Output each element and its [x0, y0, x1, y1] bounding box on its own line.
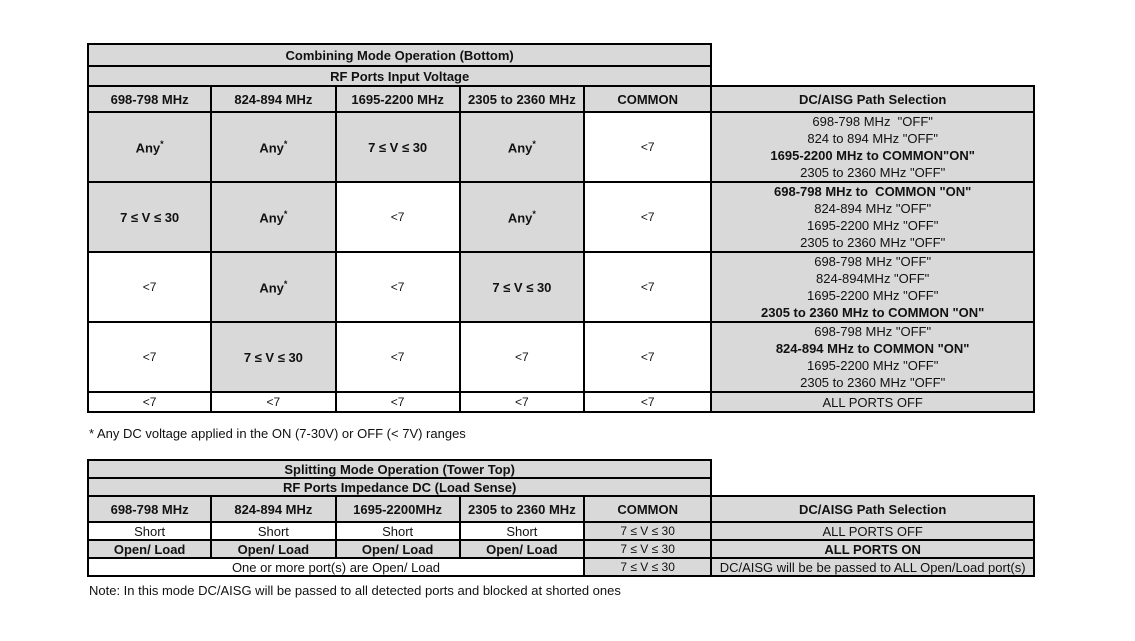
dc-path-cell: ALL PORTS OFF: [711, 522, 1034, 540]
voltage-cell: <7: [336, 182, 460, 252]
band-header-698: 698-798 MHz: [88, 496, 211, 522]
band-header-824: 824-894 MHz: [211, 496, 335, 522]
voltage-cell: <7: [88, 322, 211, 392]
table-row: [88, 322, 1034, 392]
voltage-cell: <7: [584, 112, 711, 182]
table-row: [88, 252, 1034, 322]
voltage-cell: Any*: [211, 252, 335, 322]
spacer: [711, 44, 1034, 66]
common-header: COMMON: [584, 86, 711, 112]
spacer: [711, 460, 1034, 478]
table-row: [88, 112, 1034, 182]
footnote-marker: *: [160, 138, 164, 149]
impedance-cell: Short: [211, 522, 335, 540]
footnote-marker: *: [532, 208, 536, 219]
splitting-title-row: [88, 460, 1034, 478]
voltage-cell: <7: [211, 392, 335, 412]
footnote-marker: *: [532, 138, 536, 149]
voltage-cell: <7: [336, 392, 460, 412]
splitting-table: [87, 459, 1035, 577]
footnote-marker: *: [283, 208, 288, 219]
voltage-cell: Any*: [460, 112, 584, 182]
combining-title-row: [88, 44, 1034, 66]
voltage-cell: Any*: [460, 182, 584, 252]
impedance-cell: Open/ Load: [211, 540, 335, 558]
common-voltage-cell: 7 ≤ V ≤ 30: [584, 540, 711, 558]
dc-path-cell: DC/AISG will be be passed to ALL Open/Load port(s): [711, 558, 1034, 576]
band-header-2305: 2305 to 2360 MHz: [460, 86, 584, 112]
voltage-cell: <7: [584, 392, 711, 412]
common-header: COMMON: [584, 496, 711, 522]
footnote-marker: *: [283, 138, 288, 149]
note: Note: In this mode DC/AISG will be passed to all detected ports and blocked at shorted ones: [89, 583, 621, 598]
voltage-cell: 7 ≤ V ≤ 30: [460, 252, 584, 322]
splitting-title: Splitting Mode Operation (Tower Top): [88, 460, 711, 478]
voltage-cell: <7: [460, 392, 584, 412]
impedance-cell: Short: [88, 522, 211, 540]
combining-table: [87, 43, 1035, 413]
spacer: [711, 478, 1034, 496]
band-header-1695: 1695-2200MHz: [336, 496, 460, 522]
band-header-698: 698-798 MHz: [88, 86, 211, 112]
combining-subtitle: RF Ports Input Voltage: [88, 66, 711, 86]
splitting-subtitle-row: [88, 478, 1034, 496]
splitting-subtitle: RF Ports Impedance DC (Load Sense): [88, 478, 711, 496]
voltage-cell: <7: [88, 252, 211, 322]
impedance-span-cell: One or more port(s) are Open/ Load: [88, 558, 584, 576]
impedance-cell: Short: [336, 522, 460, 540]
voltage-cell: <7: [88, 392, 211, 412]
dc-path-cell: 698-798 MHz "OFF" 824 to 894 MHz "OFF" 1695-2200 MHz to COMMON"ON" 2305 to 2360 MHz "OFF": [711, 112, 1034, 182]
table-row: [88, 522, 1034, 540]
voltage-cell: <7: [584, 322, 711, 392]
dc-path-cell: 698-798 MHz "OFF" 824-894MHz "OFF" 1695-2200 MHz "OFF" 2305 to 2360 MHz to COMMON "ON": [711, 252, 1034, 322]
impedance-cell: Open/ Load: [460, 540, 584, 558]
voltage-cell: Any*: [88, 112, 211, 182]
voltage-cell: Any*: [211, 112, 335, 182]
impedance-cell: Open/ Load: [336, 540, 460, 558]
dc-path-cell: ALL PORTS OFF: [711, 392, 1034, 412]
spacer: [711, 66, 1034, 86]
dc-path-cell: 698-798 MHz to COMMON "ON" 824-894 MHz "OFF" 1695-2200 MHz "OFF" 2305 to 2360 MHz "OFF": [711, 182, 1034, 252]
dc-path-cell: 698-798 MHz "OFF" 824-894 MHz to COMMON "ON" 1695-2200 MHz "OFF" 2305 to 2360 MHz "OFF": [711, 322, 1034, 392]
band-header-2305: 2305 to 2360 MHz: [460, 496, 584, 522]
combining-subtitle-row: [88, 66, 1034, 86]
voltage-cell: 7 ≤ V ≤ 30: [88, 182, 211, 252]
band-header-1695: 1695-2200 MHz: [336, 86, 460, 112]
common-voltage-cell: 7 ≤ V ≤ 30: [584, 522, 711, 540]
footnote: * Any DC voltage applied in the ON (7-30V) or OFF (< 7V) ranges: [89, 426, 466, 441]
voltage-cell: <7: [584, 182, 711, 252]
voltage-cell: <7: [336, 252, 460, 322]
impedance-cell: Short: [460, 522, 584, 540]
table-row: [88, 392, 1034, 412]
table-row: [88, 182, 1034, 252]
dc-path-cell: ALL PORTS ON: [711, 540, 1034, 558]
voltage-cell: 7 ≤ V ≤ 30: [211, 322, 335, 392]
band-header-824: 824-894 MHz: [211, 86, 335, 112]
voltage-cell: 7 ≤ V ≤ 30: [336, 112, 460, 182]
table-row: [88, 540, 1034, 558]
combining-header-row: [88, 86, 1034, 112]
voltage-cell: <7: [460, 322, 584, 392]
dc-path-header: DC/AISG Path Selection: [711, 496, 1034, 522]
splitting-header-row: [88, 496, 1034, 522]
voltage-cell: <7: [336, 322, 460, 392]
footnote-marker: *: [283, 278, 288, 289]
combining-title: Combining Mode Operation (Bottom): [88, 44, 711, 66]
voltage-cell: <7: [584, 252, 711, 322]
common-voltage-cell: 7 ≤ V ≤ 30: [584, 558, 711, 576]
impedance-cell: Open/ Load: [88, 540, 211, 558]
dc-path-header: DC/AISG Path Selection: [711, 86, 1034, 112]
table-row: [88, 558, 1034, 576]
voltage-cell: Any*: [211, 182, 335, 252]
